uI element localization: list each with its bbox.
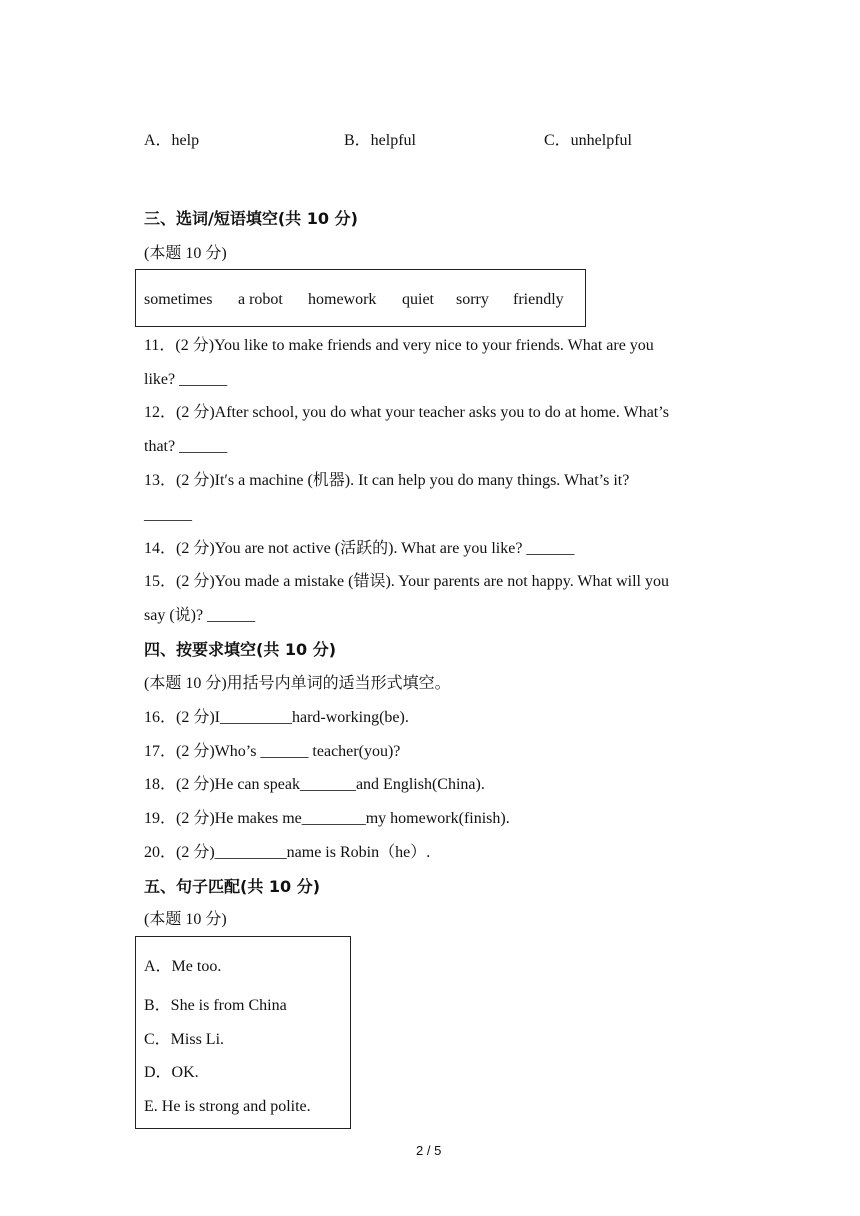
question-14: 14．(2 分)You are not active (活跃的). What are you like? ______ bbox=[144, 540, 575, 557]
question-13-line1: 13．(2 分)It′s a machine (机器). It can help you do many things. What’s it? bbox=[144, 472, 630, 489]
section-3-heading: 三、选词/短语填空(共 10 分) bbox=[144, 209, 358, 228]
word-bank-item: a robot bbox=[238, 291, 283, 308]
question-18: 18．(2 分)He can speak_______and English(China). bbox=[144, 776, 485, 793]
question-20: 20．(2 分)_________name is Robin（he）. bbox=[144, 844, 431, 861]
word-bank-item: homework bbox=[308, 291, 377, 308]
match-option-b: B．She is from China bbox=[144, 997, 287, 1014]
section-5-note: (本题 10 分) bbox=[144, 911, 227, 928]
question-16: 16．(2 分)I_________hard-working(be). bbox=[144, 709, 409, 726]
question-11-line1: 11．(2 分)You like to make friends and very nice to your friends. What are you bbox=[144, 337, 654, 354]
question-12-line2: that? ______ bbox=[144, 438, 228, 455]
word-bank-item: sometimes bbox=[144, 291, 213, 308]
question-15-line2: say (说)? ______ bbox=[144, 607, 256, 624]
section-4-heading: 四、按要求填空(共 10 分) bbox=[144, 640, 337, 659]
question-11-line2: like? ______ bbox=[144, 371, 228, 388]
word-bank-item: sorry bbox=[456, 291, 489, 308]
match-option-d: D．OK. bbox=[144, 1064, 199, 1081]
option-b: B．helpful bbox=[344, 132, 416, 149]
option-c: C．unhelpful bbox=[544, 132, 632, 149]
question-17: 17．(2 分)Who’s ______ teacher(you)? bbox=[144, 743, 401, 760]
page-number: 2 / 5 bbox=[416, 1143, 442, 1158]
word-bank-item: quiet bbox=[402, 291, 434, 308]
section-4-note: (本题 10 分)用括号内单词的适当形式填空。 bbox=[144, 675, 451, 692]
question-13-line2: ______ bbox=[144, 506, 192, 523]
question-12-line1: 12．(2 分)After school, you do what your teacher asks you to do at home. What’s bbox=[144, 404, 669, 421]
match-option-e: E. He is strong and polite. bbox=[144, 1098, 311, 1115]
section-5-heading: 五、句子匹配(共 10 分) bbox=[144, 877, 321, 896]
word-bank-item: friendly bbox=[513, 291, 564, 308]
option-a: A．help bbox=[144, 132, 200, 149]
match-option-c: C．Miss Li. bbox=[144, 1031, 225, 1048]
section-3-note: (本题 10 分) bbox=[144, 245, 227, 262]
match-option-a: A．Me too. bbox=[144, 958, 222, 975]
question-15-line1: 15．(2 分)You made a mistake (错误). Your parents are not happy. What will you bbox=[144, 573, 669, 590]
question-19: 19．(2 分)He makes me________my homework(finish). bbox=[144, 810, 510, 827]
